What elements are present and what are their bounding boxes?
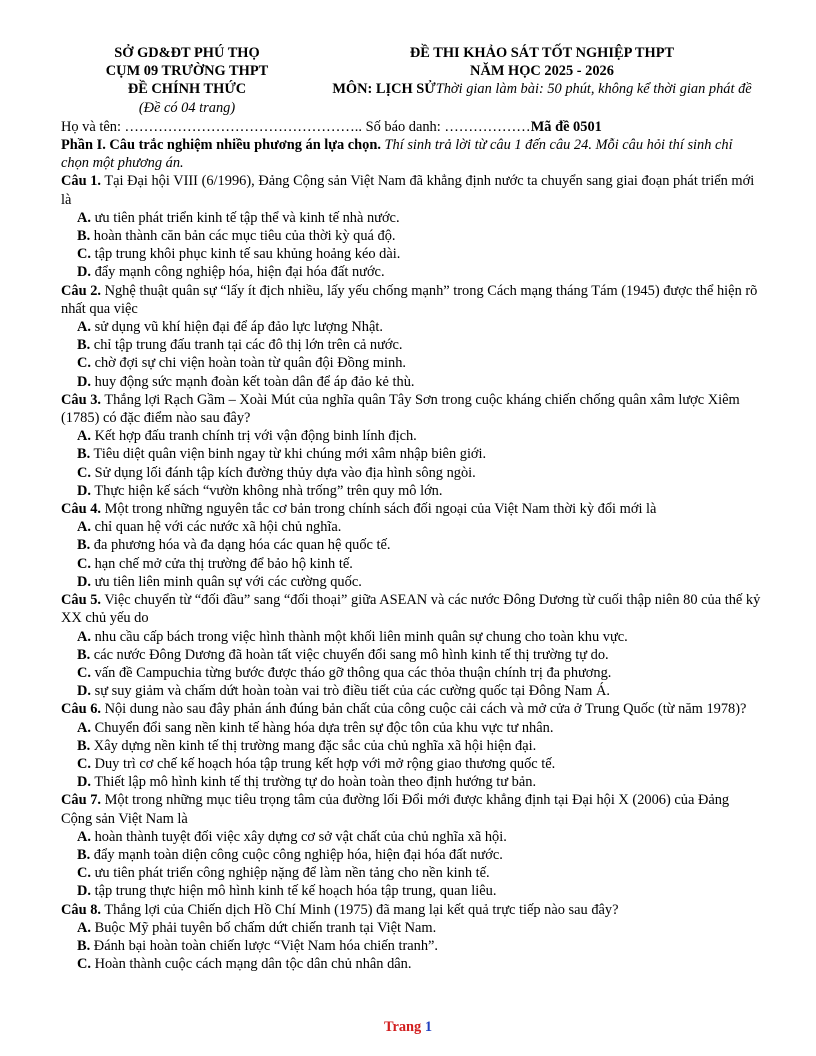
option-key: A. bbox=[77, 428, 91, 445]
answer-option bbox=[61, 245, 761, 263]
school-year: NĂM HỌC 2025 - 2026 bbox=[470, 63, 614, 80]
option-key: D. bbox=[77, 373, 91, 390]
option-key: C. bbox=[77, 755, 91, 772]
option-text: ưu tiên phát triển kinh tế tập thể và kinh tế nhà nước. bbox=[91, 209, 400, 226]
answer-option bbox=[61, 482, 761, 500]
option-key: A. bbox=[77, 319, 91, 336]
question bbox=[61, 791, 761, 900]
exam-code: Mã đề 0501 bbox=[530, 118, 602, 135]
option-key: B. bbox=[77, 446, 91, 463]
exam-header bbox=[61, 44, 761, 117]
question-stem bbox=[61, 700, 761, 718]
option-text: Xây dựng nền kinh tế thị trường mang đặc sắc của chủ nghĩa xã hội hiện đại. bbox=[90, 737, 537, 754]
answer-option bbox=[61, 555, 761, 573]
subject: MÔN: LỊCH SỬ bbox=[332, 81, 436, 98]
option-key: D. bbox=[77, 883, 91, 900]
page-footer bbox=[0, 1019, 816, 1036]
question-number: Câu 1. bbox=[61, 173, 101, 190]
option-text: tập trung thực hiện mô hình kinh tế kế hoạch hóa tập trung, quan liêu. bbox=[91, 883, 497, 900]
option-text: huy động sức mạnh đoàn kết toàn dân để áp đảo kẻ thù. bbox=[91, 373, 415, 390]
answer-option bbox=[61, 573, 761, 591]
answer-option bbox=[61, 737, 761, 755]
question-stem bbox=[61, 591, 761, 627]
question-stem bbox=[61, 791, 761, 827]
option-text: Hoàn thành cuộc cách mạng dân tộc dân chủ nhân dân. bbox=[91, 956, 412, 973]
option-text: đẩy mạnh toàn diện công cuộc công nghiệp hóa, hiện đại hóa đất nước. bbox=[90, 846, 503, 863]
option-text: sự suy giảm và chấm dứt hoàn toàn vai trò điều tiết của các cường quốc tại Đông Nam Á. bbox=[91, 683, 610, 700]
option-key: A. bbox=[77, 828, 91, 845]
option-key: C. bbox=[77, 464, 91, 481]
option-key: A. bbox=[77, 719, 91, 736]
question bbox=[61, 172, 761, 281]
question bbox=[61, 901, 761, 974]
option-key: B. bbox=[77, 646, 91, 663]
answer-option bbox=[61, 773, 761, 791]
option-text: chờ đợi sự chi viện hoàn toàn từ quân đội Đồng minh. bbox=[91, 355, 406, 372]
option-text: nhu cầu cấp bách trong việc hình thành một khối liên minh quân sự chung cho toàn khu vực. bbox=[91, 628, 628, 645]
answer-option bbox=[61, 536, 761, 554]
answer-option bbox=[61, 682, 761, 700]
question-text: Một trong những mục tiêu trọng tâm của đường lối Đổi mới được khẳng định tại Đại hội X (2006) của Đảng Cộng sản Việt Nam là bbox=[61, 792, 730, 827]
option-text: sử dụng vũ khí hiện đại để áp đảo lực lượng Nhật. bbox=[91, 319, 383, 336]
option-text: Tiêu diệt quân viện binh ngay từ khi chúng mới xâm nhập biên giới. bbox=[90, 446, 487, 463]
option-key: B. bbox=[77, 337, 91, 354]
question-number: Câu 2. bbox=[61, 282, 101, 299]
question-number: Câu 6. bbox=[61, 701, 101, 718]
exam-title-block bbox=[313, 44, 761, 117]
subject-line bbox=[323, 80, 761, 98]
question bbox=[61, 500, 761, 591]
question-stem bbox=[61, 172, 761, 208]
option-text: Thực hiện kế sách “vườn không nhà trống” trên quy mô lớn. bbox=[91, 482, 443, 499]
question-text: Nghệ thuật quân sự “lấy ít địch nhiều, lấy yếu chống mạnh” trong Cách mạng tháng Tám (1945) được thể hiện rõ nhất qua việc bbox=[61, 282, 758, 317]
question-stem bbox=[61, 391, 761, 427]
answer-option bbox=[61, 846, 761, 864]
part-instruction: Thí sinh trả lời từ câu 1 đến câu 24. Mỗi câu hỏi thí sinh chỉ chọn một phương án. bbox=[61, 137, 733, 172]
answer-option bbox=[61, 882, 761, 900]
answer-option bbox=[61, 755, 761, 773]
question-text: Thắng lợi của Chiến dịch Hồ Chí Minh (1975) đã mang lại kết quả trực tiếp nào sau đây? bbox=[100, 901, 619, 918]
option-key: D. bbox=[77, 683, 91, 700]
part-title: Phần I. Câu trắc nghiệm nhiều phương án lựa chọn. bbox=[61, 137, 381, 154]
question bbox=[61, 700, 761, 791]
option-text: các nước Đông Dương đã hoàn tất việc chuyển đổi sang mô hình kinh tế thị trường tự do. bbox=[90, 646, 609, 663]
option-text: chỉ tập trung đấu tranh tại các đô thị lớn trên cả nước. bbox=[90, 337, 403, 354]
school-block bbox=[61, 44, 313, 117]
candidate-info bbox=[61, 118, 761, 136]
option-text: chỉ quan hệ với các nước xã hội chủ nghĩa. bbox=[91, 519, 342, 536]
option-text: Đánh bại hoàn toàn chiến lược “Việt Nam hóa chiến tranh”. bbox=[90, 937, 439, 954]
answer-option bbox=[61, 354, 761, 372]
exam-page bbox=[61, 44, 761, 973]
answer-option bbox=[61, 518, 761, 536]
option-key: A. bbox=[77, 919, 91, 936]
question-stem bbox=[61, 282, 761, 318]
question-text: Thắng lợi Rạch Gầm – Xoài Mút của nghĩa quân Tây Sơn trong cuộc kháng chiến chống quân xâm lược Xiêm (1785) có đặc điểm nào sau đây? bbox=[61, 391, 740, 427]
option-key: C. bbox=[77, 865, 91, 882]
part-heading bbox=[61, 136, 761, 172]
option-text: Sử dụng lối đánh tập kích đường thủy dựa vào địa hình sông ngòi. bbox=[91, 464, 476, 481]
name-field: Họ và tên: ………………………………………….. bbox=[61, 118, 362, 135]
department-name: SỞ GD&ĐT PHÚ THỌ bbox=[114, 45, 260, 61]
option-key: B. bbox=[77, 228, 91, 245]
answer-option bbox=[61, 373, 761, 391]
question-text: Nội dung nào sau đây phản ánh đúng bản chất của công cuộc cải cách và mở cửa ở Trung Quốc (từ năm 1978)? bbox=[100, 701, 747, 718]
option-key: C. bbox=[77, 355, 91, 372]
option-key: D. bbox=[77, 774, 91, 791]
question-text: Một trong những nguyên tắc cơ bản trong chính sách đối ngoại của Việt Nam thời kỳ đổi mới là bbox=[100, 501, 657, 518]
option-text: Thiết lập mô hình kinh tế thị trường tự do hoàn toàn theo định hướng tư bản. bbox=[91, 774, 537, 791]
option-key: B. bbox=[77, 537, 91, 554]
option-key: B. bbox=[77, 737, 91, 754]
answer-option bbox=[61, 864, 761, 882]
option-key: A. bbox=[77, 209, 91, 226]
option-text: Duy trì cơ chế kế hoạch hóa tập trung kết hợp với mở rộng giao thương quốc tế. bbox=[91, 755, 556, 772]
option-key: D. bbox=[77, 573, 91, 590]
option-text: vấn đề Campuchia từng bước được tháo gỡ thông qua các thỏa thuận chính trị đa phương. bbox=[91, 664, 612, 681]
answer-option bbox=[61, 937, 761, 955]
option-text: hoàn thành tuyệt đối việc xây dựng cơ sở vật chất của chủ nghĩa xã hội. bbox=[91, 828, 507, 845]
answer-option bbox=[61, 719, 761, 737]
option-key: C. bbox=[77, 956, 91, 973]
option-text: hạn chế mở cửa thị trường để bảo hộ kinh tế. bbox=[91, 555, 353, 572]
exam-time: Thời gian làm bài: 50 phút, không kể thời gian phát đề bbox=[435, 81, 752, 98]
option-text: Buộc Mỹ phải tuyên bố chấm dứt chiến tranh tại Việt Nam. bbox=[91, 919, 437, 936]
answer-option bbox=[61, 318, 761, 336]
option-key: C. bbox=[77, 664, 91, 681]
answer-option bbox=[61, 628, 761, 646]
school-cluster: CỤM 09 TRƯỜNG THPT bbox=[105, 63, 269, 80]
question bbox=[61, 282, 761, 391]
answer-option bbox=[61, 955, 761, 973]
answer-option bbox=[61, 336, 761, 354]
option-key: D. bbox=[77, 264, 91, 281]
answer-option bbox=[61, 646, 761, 664]
page-count-note: (Đề có 04 trang) bbox=[138, 99, 236, 116]
answer-option bbox=[61, 227, 761, 245]
question-number: Câu 5. bbox=[61, 592, 101, 609]
answer-option bbox=[61, 919, 761, 937]
question-stem bbox=[61, 901, 761, 919]
option-text: ưu tiên liên minh quân sự với các cường quốc. bbox=[91, 573, 362, 590]
option-key: B. bbox=[77, 937, 91, 954]
option-text: Chuyển đổi sang nền kinh tế hàng hóa dựa trên sự độc tôn của khu vực tư nhân. bbox=[91, 719, 554, 736]
question-number: Câu 4. bbox=[61, 501, 101, 518]
answer-option bbox=[61, 427, 761, 445]
exam-title: ĐỀ THI KHẢO SÁT TỐT NGHIỆP THPT bbox=[409, 45, 675, 61]
answer-option bbox=[61, 828, 761, 846]
option-key: B. bbox=[77, 846, 91, 863]
option-key: A. bbox=[77, 519, 91, 536]
question bbox=[61, 591, 761, 700]
sbd-field: Số báo danh: ……………… bbox=[362, 118, 531, 135]
question-stem bbox=[61, 500, 761, 518]
answer-option bbox=[61, 263, 761, 281]
option-text: tập trung khôi phục kinh tế sau khủng hoảng kéo dài. bbox=[91, 246, 401, 263]
footer-page-number: 1 bbox=[424, 1019, 433, 1035]
option-text: đa phương hóa và đa dạng hóa các quan hệ quốc tế. bbox=[90, 537, 391, 554]
official-label: ĐỀ CHÍNH THỨC bbox=[127, 81, 247, 98]
answer-option bbox=[61, 464, 761, 482]
question-number: Câu 8. bbox=[61, 901, 101, 918]
question-text: Việc chuyển từ “đối đầu” sang “đối thoại” giữa ASEAN và các nước Đông Dương từ cuối thập niên 80 của thế kỷ XX chủ yếu do bbox=[61, 592, 761, 627]
answer-option bbox=[61, 209, 761, 227]
question-text: Tại Đại hội VIII (6/1996), Đảng Cộng sản Việt Nam đã khẳng định nước ta chuyển sang giai đoạn phát triển mới là bbox=[61, 173, 755, 208]
answer-option bbox=[61, 445, 761, 463]
option-text: Kết hợp đấu tranh chính trị với vận động binh lính địch. bbox=[91, 428, 417, 445]
question-number: Câu 7. bbox=[61, 792, 101, 809]
option-key: A. bbox=[77, 628, 91, 645]
option-text: ưu tiên phát triển công nghiệp nặng để làm nền tảng cho nền kinh tế. bbox=[91, 865, 490, 882]
answer-option bbox=[61, 664, 761, 682]
option-key: D. bbox=[77, 482, 91, 499]
option-key: C. bbox=[77, 555, 91, 572]
question-list bbox=[61, 172, 761, 973]
question-number: Câu 3. bbox=[61, 391, 101, 408]
question bbox=[61, 391, 761, 500]
option-text: hoàn thành căn bản các mục tiêu của thời kỳ quá độ. bbox=[90, 228, 396, 245]
option-key: C. bbox=[77, 246, 91, 263]
option-text: đẩy mạnh công nghiệp hóa, hiện đại hóa đất nước. bbox=[91, 264, 385, 281]
footer-label: Trang bbox=[383, 1019, 422, 1035]
